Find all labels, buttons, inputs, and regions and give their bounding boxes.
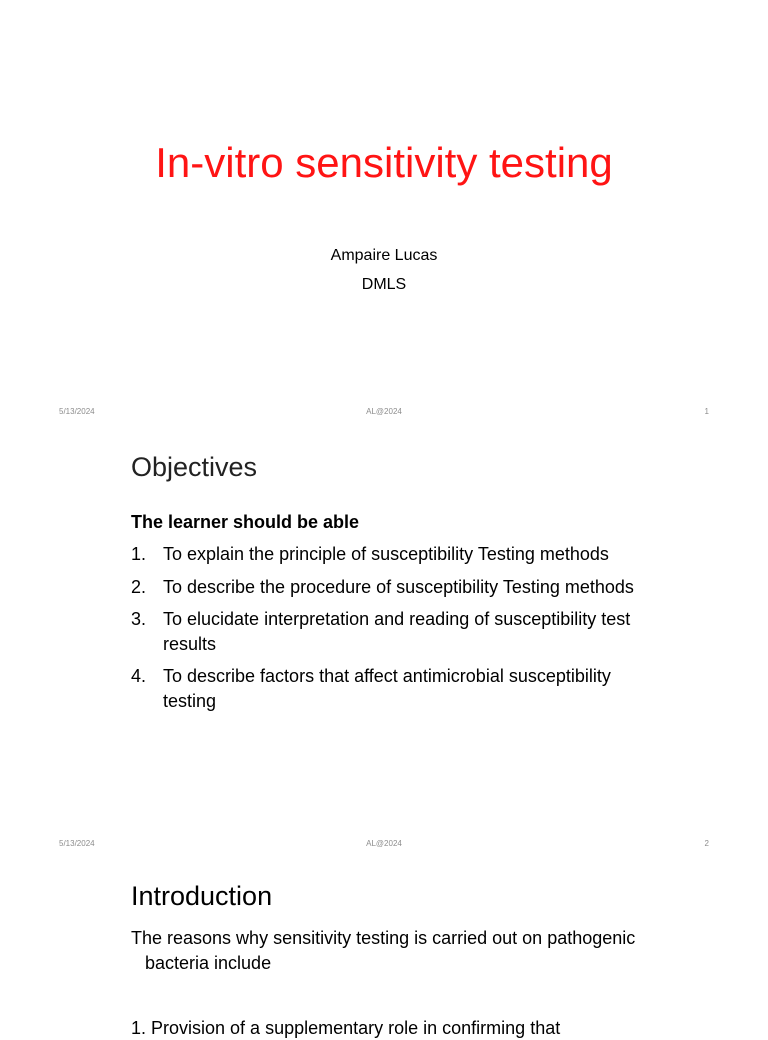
objectives-list [131, 542, 651, 721]
introduction-slide [0, 864, 768, 1038]
intro-paragraph: The reasons why sensitivity testing is carried out on pathogenic bacteria include [131, 928, 636, 973]
list-item [131, 607, 651, 656]
list-number: 3. [131, 609, 147, 629]
objectives-slide [0, 432, 768, 864]
slide-footer [0, 839, 768, 851]
list-number: 2. [131, 576, 147, 597]
slide-heading: Objectives [131, 452, 258, 482]
department-name: DMLS [361, 276, 407, 293]
list-number: 4. [131, 666, 147, 686]
lead-text: The learner should be able [131, 512, 360, 532]
footer-center: AL@2024 [366, 839, 402, 848]
list-item [131, 542, 651, 567]
slide-title: In-vitro sensitivity testing [155, 139, 613, 186]
list-text: To describe factors that affect antimicrobial susceptibility testing [163, 666, 611, 711]
title-slide [0, 0, 768, 432]
slide-heading: Introduction [131, 881, 273, 911]
slide-footer [0, 407, 768, 419]
list-text: To elucidate interpretation and reading of susceptibility test results [163, 609, 631, 654]
list-text: To explain the principle of susceptibility Testing methods [163, 544, 609, 564]
list-item: 1. Provision of a supplementary role in confirming that [131, 1018, 561, 1038]
list-item [131, 664, 651, 713]
footer-page-number: 1 [704, 407, 709, 416]
footer-date: 5/13/2024 [59, 839, 95, 848]
author-name: Ampaire Lucas [330, 247, 438, 264]
footer-center: AL@2024 [366, 407, 402, 416]
list-item [131, 575, 651, 600]
footer-page-number: 2 [704, 839, 709, 848]
footer-date: 5/13/2024 [59, 407, 95, 416]
list-text: To describe the procedure of susceptibility Testing methods [163, 576, 634, 597]
list-number: 1. [131, 544, 147, 564]
